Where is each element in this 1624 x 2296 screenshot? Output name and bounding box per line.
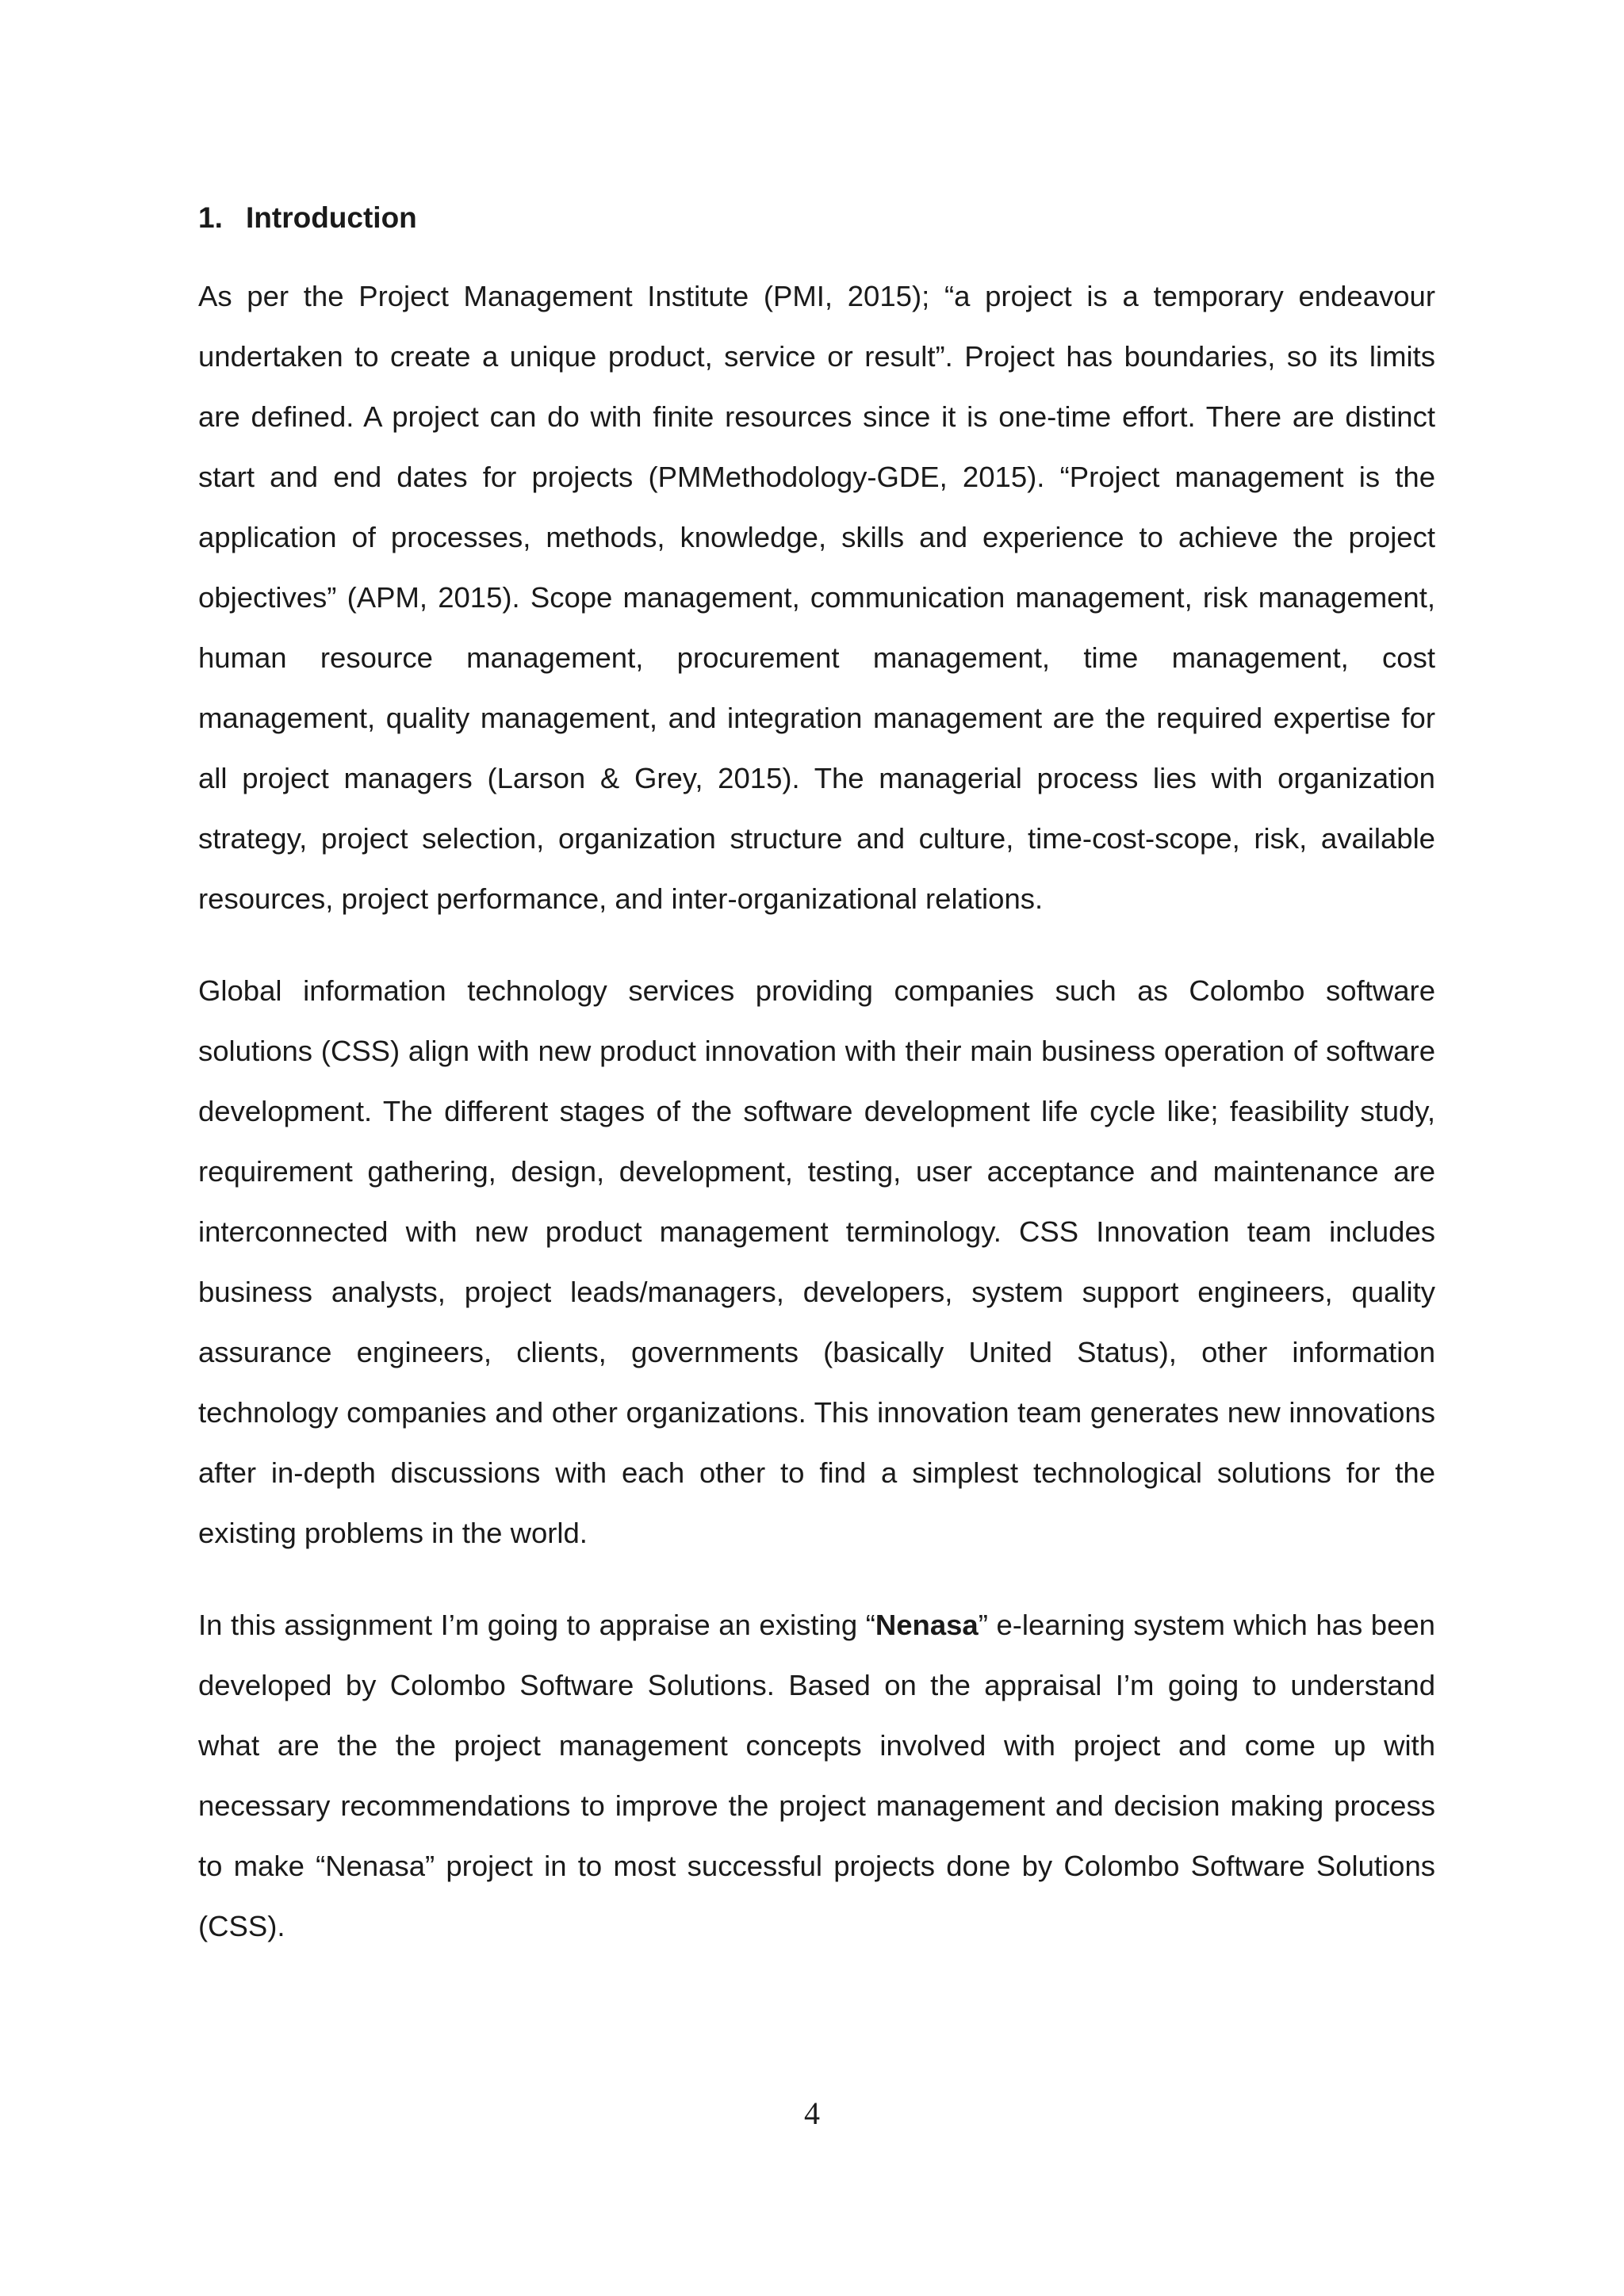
section-title: Introduction (246, 201, 417, 234)
paragraph-3-start: In this assignment I’m going to appraise an existing “ (198, 1609, 875, 1641)
paragraph-3 (198, 1595, 1435, 1957)
paragraph-1: As per the Project Management Institute (PMI, 2015); “a project is a temporary endeavour undertaken to create a unique product, service or result”. Project has boundaries, so its limits are defined. A project can do with finite resources since it is one-time effort. There are distinct start and end dates for projects (PMMethodology-GDE, 2015). “Project management is the application of processes, methods, knowledge, skills and experience to achieve the project objectives” (APM, 2015). Scope management, communication management, risk management, human resource management, procurement management, time management, cost management, quality management, and integration management are the required expertise for all project managers (Larson & Grey, 2015). The managerial process lies with organization strategy, project selection, organization structure and culture, time-cost-scope, risk, available resources, project performance, and inter-organizational relations. (198, 280, 1435, 915)
page-number: 4 (804, 2095, 820, 2131)
paragraph-2: Global information technology services providing companies such as Colombo software solutions (CSS) align with new product innovation with their main business operation of software development. The different stages of the software development life cycle like; feasibility study, requirement gathering, design, development, testing, user acceptance and maintenance are interconnected with new product management terminology. CSS Innovation team includes business analysts, project leads/managers, developers, system support engineers, quality assurance engineers, clients, governments (basically United Status), other information technology companies and other organizations. This innovation team generates new innovations after in-depth discussions with each other to find a simplest technological solutions for the existing problems in the world. (198, 974, 1435, 1549)
page-body (198, 190, 1435, 1988)
nenasa-emphasis: Nenasa (875, 1609, 979, 1641)
paragraph-3-end: ” e-learning system which has been developed by Colombo Software Solutions. Based on the appraisal I’m going to understand what are the the project management concepts involved with project and come up with necessary recommendations to improve the project management and decision making process to make “Nenasa” project in to most successful projects done by Colombo Software Solutions (CSS). (198, 1609, 1435, 1942)
section-number: 1. (198, 201, 223, 234)
section-heading (198, 190, 1435, 246)
